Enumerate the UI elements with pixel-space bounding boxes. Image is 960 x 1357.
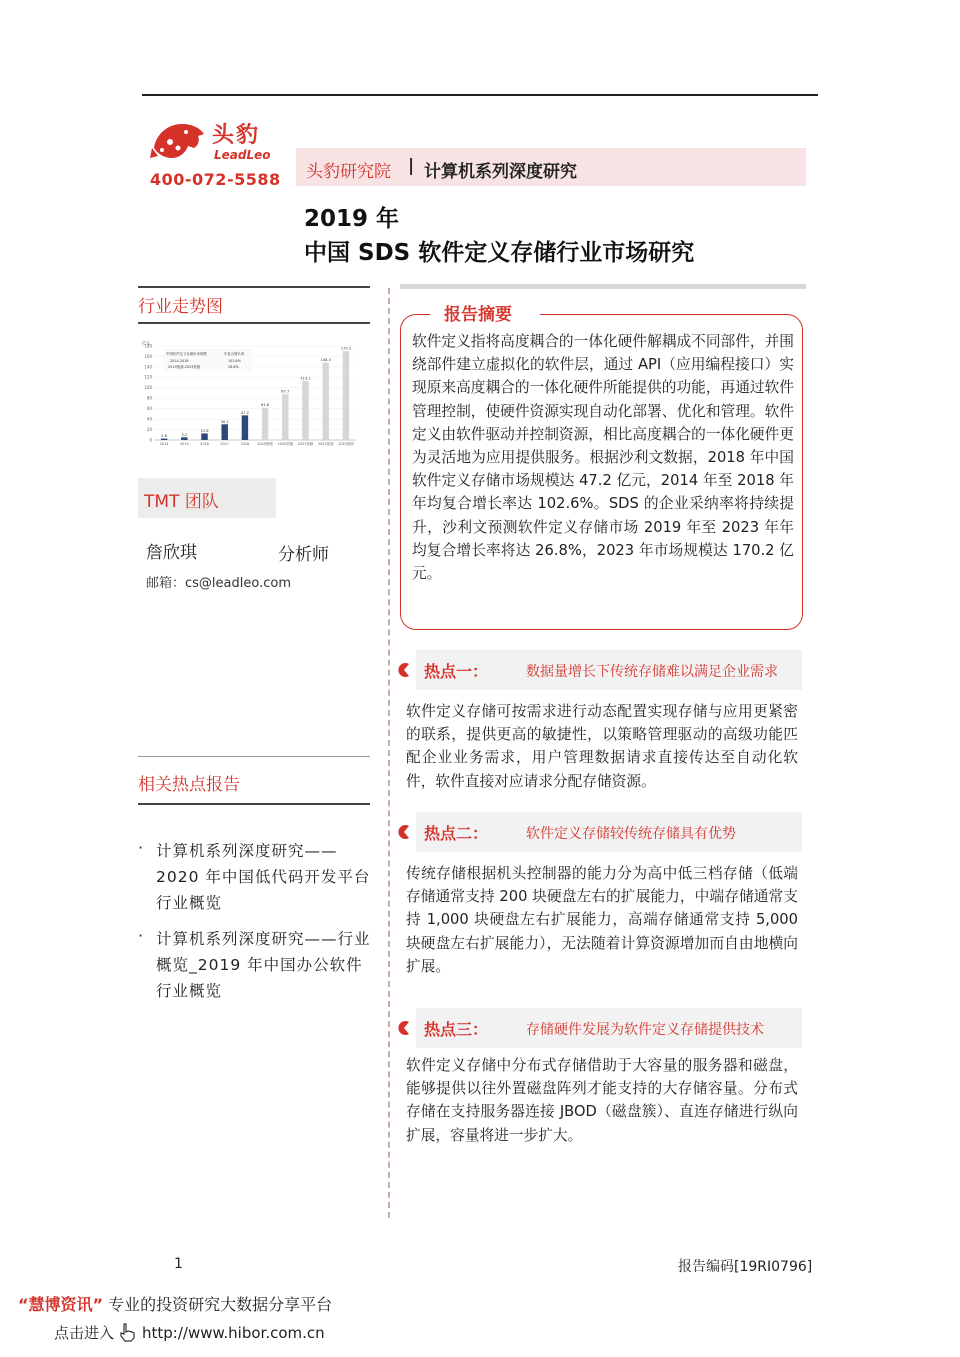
chart-x-tick-label: 2023预测	[338, 442, 354, 446]
chart-value-label: 148.3	[320, 358, 331, 363]
institute-name: 头豹研究院	[306, 162, 391, 182]
hotspot-text: 传统存储根据机头控制器的能力分为高中低三档存储（低端存储通常支持 200 块硬盘左右的扩展能力，中端存储通常支持 1,000 块硬盘左右扩展能力，高端存储通常支持 5,000 块硬盘左右扩展能力），无法随着计算资源增加而自由地横向扩展。	[406, 865, 798, 975]
legend-row-2-period: 2019预测-2023预测	[168, 365, 201, 369]
hotspot-desc: 存储硬件发展为软件定义存储提供技术	[526, 1022, 764, 1038]
left-top-rule	[138, 286, 370, 288]
related-top-rule	[138, 756, 370, 757]
chart-x-tick-label: 2020预测	[277, 442, 294, 446]
related-bullet: ·	[138, 926, 144, 945]
title-year: 2019 年	[304, 206, 400, 232]
chart-y-tick-label: 140	[144, 364, 152, 370]
chart-bar	[322, 363, 328, 440]
hotspot-label: 热点三：	[424, 1020, 489, 1039]
chart-y-label: 亿元	[142, 340, 150, 345]
chart-x-tick-label: 2018	[240, 442, 250, 446]
chart-value-label: 47.2	[240, 410, 249, 415]
hotspot-band-3	[396, 1008, 802, 1048]
team-heading: TMT 团队	[144, 492, 219, 512]
related-report-link[interactable]: 计算机系列深度研究——2020 年中国低代码开发平台行业概览	[156, 842, 371, 912]
promo-quote-open: “	[18, 1295, 29, 1314]
summary-title: 报告摘要	[444, 305, 512, 325]
chart-x-tick-label: 2014	[159, 442, 169, 446]
chart-y-tick-label: 20	[146, 426, 152, 432]
legend-row-1-rate: 102.6%	[228, 359, 241, 363]
promo-line	[18, 1292, 332, 1315]
chart-value-label: 2.8	[161, 434, 167, 439]
chart-bar	[242, 415, 248, 440]
promo-brand: 慧博资讯	[28, 1295, 93, 1314]
promo-quote-close: ”	[92, 1295, 104, 1314]
promo-url[interactable]: http://www.hibor.com.cn	[142, 1324, 325, 1342]
chart-y-tick-label: 40	[146, 416, 152, 422]
chart-y-tick-label: 80	[146, 395, 152, 401]
page-number: 1	[174, 1256, 183, 1272]
legend-row-1-period: 2014-2018	[170, 359, 189, 363]
hotspot-text: 软件定义存储可按需求进行动态配置实现存储与应用更紧密的联系，提供更高的敏捷性，以策略管理驱动的高级功能匹配企业业务需求，用户管理数据请求直接传达至自动化软件，软件直接对应请求分配存储资源。	[406, 703, 798, 790]
hotspot-label: 热点一：	[424, 662, 489, 681]
chart-value-label: 61.8	[261, 403, 270, 408]
chart-legend	[164, 349, 252, 371]
tmt-team-band	[138, 478, 276, 518]
chart-bar	[343, 351, 349, 440]
trend-chart	[138, 338, 360, 456]
chart-x-tick-label: 2017	[220, 442, 230, 446]
legend-row-2-rate: 26.8%	[228, 365, 239, 369]
chart-y-tick-label: 180	[144, 343, 152, 349]
series-band	[296, 148, 806, 186]
chart-x-tick-label: 2016	[200, 442, 209, 446]
related-report-link[interactable]: 计算机系列深度研究——行业概览_2019 年中国办公软件行业概览	[156, 930, 371, 1000]
brand-cn: 头豹	[212, 123, 261, 148]
legend-header-left: 中国软件定义存储市场规模	[166, 352, 207, 356]
chart-y-tick-label: 160	[144, 353, 152, 359]
half-circle-icon	[396, 824, 412, 840]
chart-bar	[302, 381, 308, 440]
related-heading: 相关热点报告	[138, 775, 240, 795]
promo-slogan: 专业的投资研究大数据分享平台	[108, 1295, 333, 1314]
leopard-logo-icon	[148, 118, 208, 164]
chart-value-label: 12.6	[200, 428, 209, 433]
brand-en: LeadLeo	[214, 148, 271, 162]
phone-number: 400-072-5588	[150, 170, 281, 189]
chart-bar	[181, 437, 187, 440]
chart-value-label: 5.2	[181, 432, 188, 437]
hotspot-desc: 软件定义存储较传统存储具有优势	[526, 826, 736, 842]
half-circle-icon	[396, 1020, 412, 1036]
column-divider	[388, 288, 390, 1218]
chart-bar	[201, 433, 207, 440]
chart-value-label: 30.1	[220, 419, 229, 424]
pointing-hand-icon	[118, 1322, 136, 1342]
chart-value-label: 87.7	[281, 389, 290, 394]
chart-x-tick-label: 2021预测	[297, 442, 314, 446]
hotspot-band-2	[396, 812, 802, 852]
chart-x-tick-label: 2015	[179, 442, 189, 446]
trend-heading-rule	[138, 322, 370, 324]
chart-bar	[161, 439, 167, 440]
related-bullet: ·	[138, 838, 144, 857]
chart-y-tick-label: 120	[144, 374, 152, 380]
chart-value-label: 113.1	[300, 376, 311, 381]
legend-header-right: 年复合增长率	[224, 352, 245, 356]
chart-y-tick-label: 60	[146, 406, 152, 412]
chart-value-label: 170.2	[340, 346, 352, 351]
chart-y-ticks	[144, 343, 152, 442]
chart-bar	[262, 408, 268, 440]
summary-text: 软件定义指将高度耦合的一体化硬件解耦成不同部件，并围绕部件建立虚拟化的软件层，通过 API（应用编程接口）实现原来高度耦合的一体化硬件所能提供的功能，再通过软件管理控制，使硬件资源实现自动化部署、优化和管理。软件定义由软件驱动并控制资源，相比高度耦合的一体化硬件更为灵活地为应用提供服务。根据沙利文数据，2018 年中国软件定义存储市场规模达 47.2 亿元，2014 年至 2018 年年均复合增长率达 102.6%。SDS 的企业采纳率将持续提升，沙利文预测软件定义存储市场 2019 年至 2023 年年均复合增长率将达 26.8%，2023 年市场规模达 170.2 亿元。	[412, 333, 794, 583]
chart-bar	[282, 394, 288, 440]
half-circle-icon	[396, 662, 412, 678]
related-heading-rule	[138, 803, 370, 805]
analyst-name: 詹欣琪	[146, 543, 197, 563]
analyst-email: 邮箱：cs@leadleo.com	[146, 576, 291, 591]
hotspot-band-1	[396, 650, 802, 690]
hotspot-label: 热点二：	[424, 824, 489, 843]
leadleo-logo	[148, 116, 278, 170]
chart-x-labels	[160, 441, 354, 446]
trend-heading: 行业走势图	[138, 297, 223, 317]
chart-bar	[221, 424, 227, 440]
hotspot-text: 软件定义存储中分布式存储借助于大容量的服务器和磁盘，能够提供以往外置磁盘阵列才能支持的大存储容量。分布式存储在支持服务器连接 JBOD（磁盘簇）、直连存储进行纵向扩展，容量将进一步扩大。	[406, 1057, 798, 1144]
analyst-role: 分析师	[278, 545, 329, 565]
page-title: 中国 SDS 软件定义存储行业市场研究	[304, 240, 695, 266]
chart-x-tick-label: 2022预测	[317, 442, 334, 446]
summary-top-bar	[400, 284, 806, 289]
series-name: 计算机系列深度研究	[424, 162, 577, 182]
chart-y-tick-label: 0	[149, 437, 152, 443]
top-rule	[142, 94, 818, 96]
promo-click-text: 点击进入	[54, 1324, 115, 1342]
promo-link-line[interactable]	[54, 1322, 325, 1343]
hotspot-desc: 数据量增长下传统存储难以满足企业需求	[526, 664, 778, 680]
chart-y-tick-label: 100	[144, 385, 152, 391]
series-separator: |	[408, 156, 415, 176]
chart-x-tick-label: 2019预测	[257, 442, 273, 446]
report-code: 报告编码[19RI0796]	[678, 1259, 813, 1275]
